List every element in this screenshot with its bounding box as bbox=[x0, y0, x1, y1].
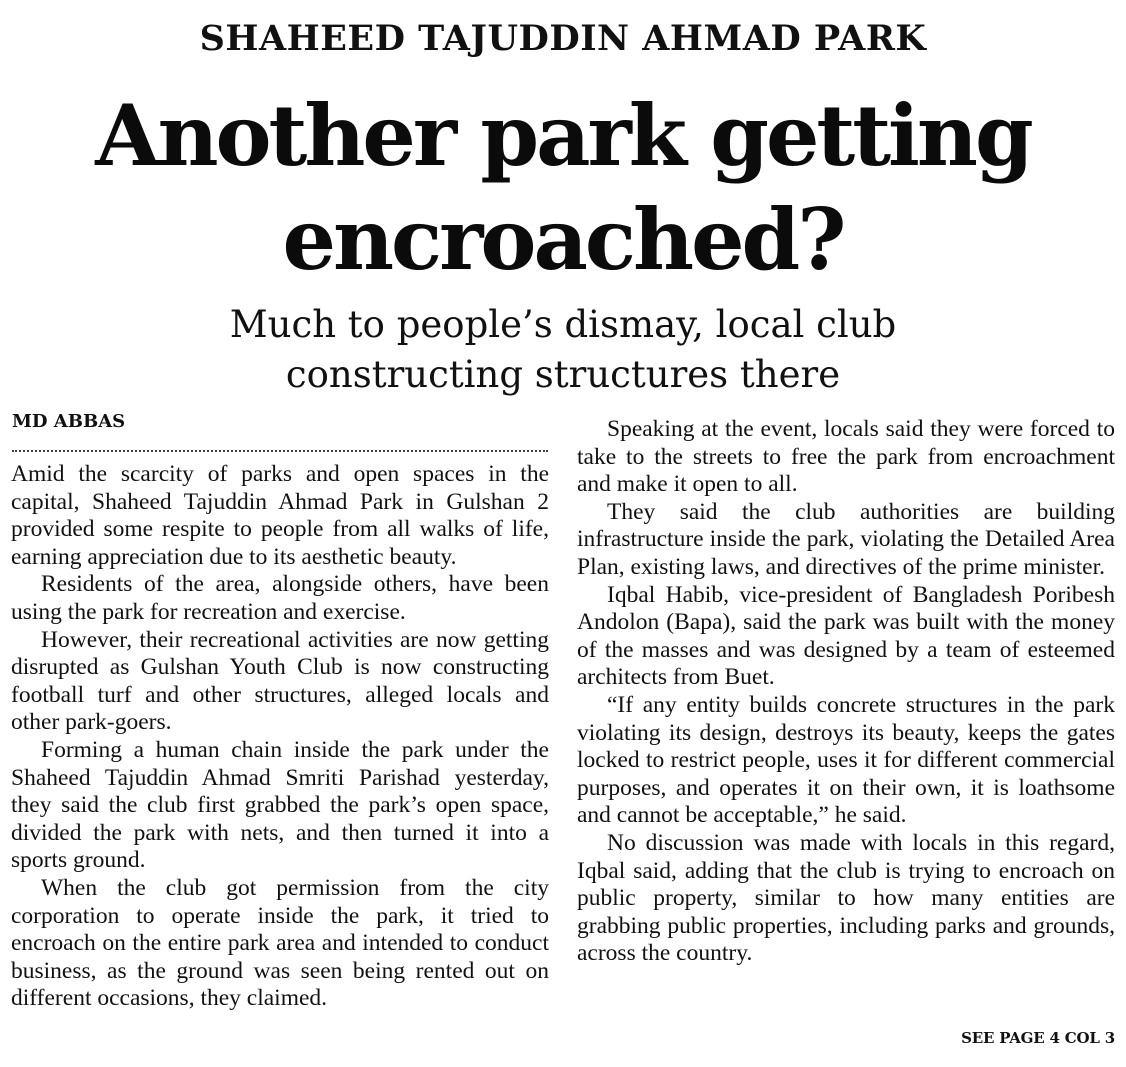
paragraph: They said the club authorities are building infrastructure inside the park, violating the Detailed Area Plan, existing laws, and directives of the prime minister. bbox=[577, 498, 1115, 580]
paragraph: However, their recreational activities are now getting disrupted as Gulshan Youth Club is now constructing football turf and other structures, alleged locals and other park-goers. bbox=[11, 626, 549, 736]
article-column-2 bbox=[577, 416, 1115, 968]
jump-line: SEE PAGE 4 COL 3 bbox=[961, 1029, 1115, 1047]
paragraph: Forming a human chain inside the park under the Shaheed Tajuddin Ahmad Smriti Parishad yesterday, they said the club first grabbed the park’s open space, divided the park with nets, and then turned it into a sports ground. bbox=[11, 736, 549, 874]
headline-line-2: encroached? bbox=[282, 190, 844, 289]
headline bbox=[0, 84, 1126, 292]
kicker: SHAHEED TAJUDDIN AHMAD PARK bbox=[199, 18, 927, 59]
byline: MD ABBAS bbox=[12, 410, 548, 452]
headline-line-1: Another park getting bbox=[95, 86, 1031, 185]
paragraph: No discussion was made with locals in this regard, Iqbal said, adding that the club is trying to encroach on public property, similar to how many entities are grabbing public properties, including parks and grounds, across the country. bbox=[577, 829, 1115, 967]
deck-line-2: constructing structures there bbox=[285, 353, 841, 396]
paragraph: “If any entity builds concrete structures in the park violating its design, destroys its beauty, keeps the gates locked to restrict people, uses it for different commercial purposes, and operates it on their own, it is loathsome and cannot be acceptable,” he said. bbox=[577, 691, 1115, 829]
paragraph: When the club got permission from the city corporation to operate inside the park, it tried to encroach on the entire park area and intended to conduct business, as the ground was seen being rented out on different occasions, they claimed. bbox=[11, 874, 549, 1012]
article-column-1 bbox=[11, 461, 549, 1013]
paragraph: Iqbal Habib, vice-president of Bangladesh Poribesh Andolon (Bapa), said the park was built with the money of the masses and was designed by a team of esteemed architects from Buet. bbox=[577, 581, 1115, 691]
deck bbox=[0, 300, 1126, 400]
paragraph: Speaking at the event, locals said they were forced to take to the streets to free the park from encroachment and make it open to all. bbox=[577, 416, 1115, 498]
paragraph: Residents of the area, alongside others, have been using the park for recreation and exercise. bbox=[11, 571, 549, 625]
paragraph: Amid the scarcity of parks and open spaces in the capital, Shaheed Tajuddin Ahmad Park in Gulshan 2 provided some respite to people from all walks of life, earning appreciation due to its aesthetic beauty. bbox=[11, 461, 549, 570]
deck-line-1: Much to people’s dismay, local club bbox=[229, 303, 897, 346]
